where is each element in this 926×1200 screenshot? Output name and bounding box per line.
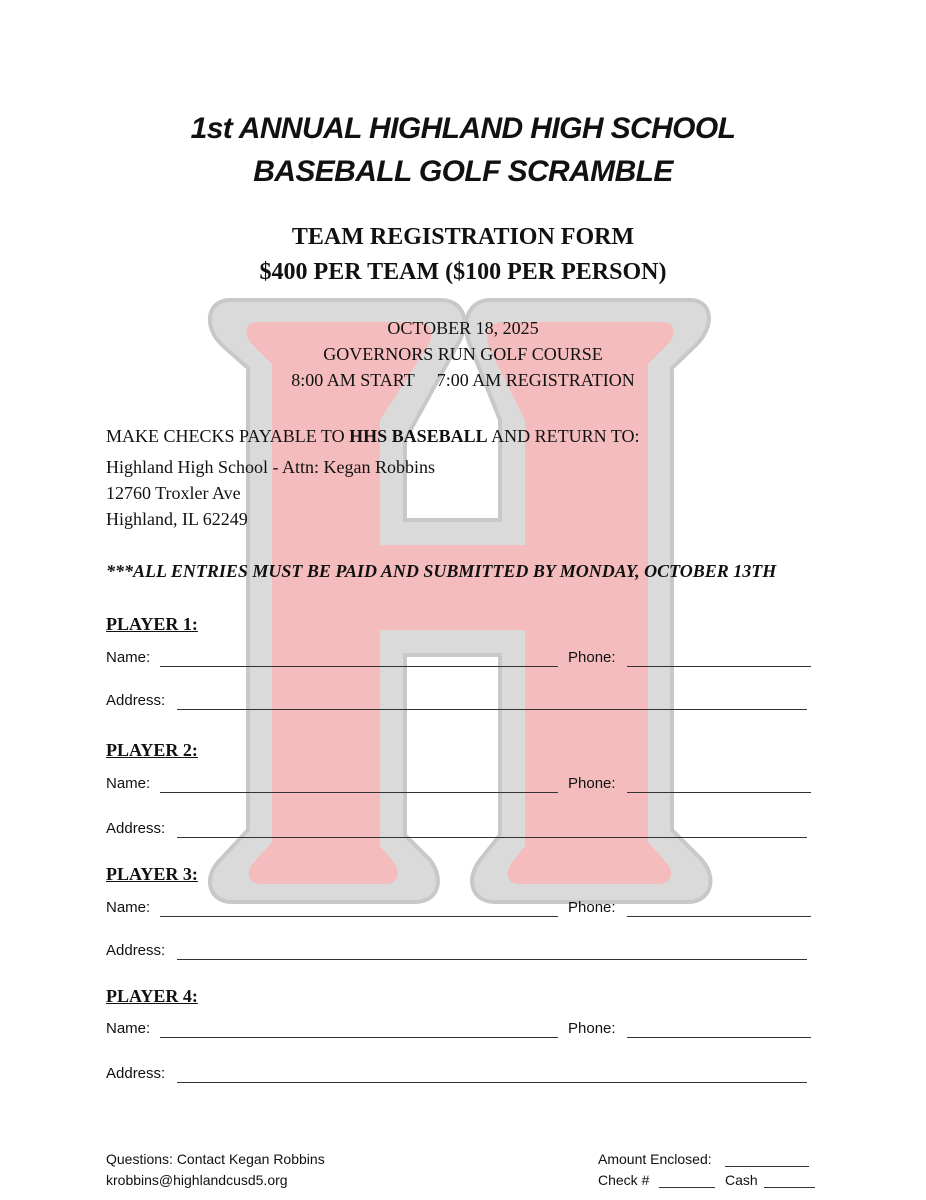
mail-address-line-3: Highland, IL 62249 — [106, 509, 248, 529]
player-4-title: PLAYER 4: — [106, 986, 198, 1006]
amount-enclosed-label: Amount Enclosed: — [598, 1151, 712, 1167]
mail-address-line-2: 12760 Troxler Ave — [106, 483, 241, 503]
player-2-phone-label: Phone: — [568, 775, 616, 792]
player-4-address-label: Address: — [106, 1065, 166, 1082]
questions-contact: Questions: Contact Kegan Robbins — [106, 1151, 325, 1167]
player-1-name-field[interactable] — [160, 666, 558, 667]
player-1-address-label: Address: — [106, 692, 166, 709]
payment-prefix: MAKE CHECKS PAYABLE TO — [106, 426, 350, 446]
check-number-label: Check # — [598, 1172, 650, 1188]
player-2-name-field[interactable] — [160, 792, 558, 793]
player-2-title: PLAYER 2: — [106, 740, 198, 760]
event-title-line-2: BASEBALL GOLF SCRAMBLE — [253, 155, 673, 188]
event-date: OCTOBER 18, 2025 — [387, 318, 539, 338]
player-2-address-label: Address: — [106, 820, 166, 837]
amount-enclosed-field[interactable] — [725, 1166, 809, 1167]
contact-email: krobbins@highlandcusd5.org — [106, 1172, 288, 1188]
player-4-address-field[interactable] — [177, 1082, 807, 1083]
registration-time: 7:00 AM REGISTRATION — [436, 370, 635, 390]
player-3-name-label: Name: — [106, 899, 151, 916]
player-3-address-field[interactable] — [177, 959, 807, 960]
player-2-address-field[interactable] — [177, 837, 807, 838]
player-3-address-label: Address: — [106, 942, 166, 959]
payment-instructions — [106, 423, 639, 449]
cash-field[interactable] — [764, 1187, 815, 1188]
player-1-phone-label: Phone: — [568, 649, 616, 666]
player-2-name-label: Name: — [106, 775, 151, 792]
cash-label: Cash — [725, 1172, 758, 1188]
player-1-title: PLAYER 1: — [106, 614, 198, 634]
player-3-name-field[interactable] — [160, 916, 558, 917]
player-4-phone-label: Phone: — [568, 1020, 616, 1037]
event-times — [0, 367, 926, 393]
player-3-title: PLAYER 3: — [106, 864, 198, 884]
player-1-address-field[interactable] — [177, 709, 807, 710]
player-4-name-field[interactable] — [160, 1037, 558, 1038]
player-1-phone-field[interactable] — [627, 666, 811, 667]
player-4-name-label: Name: — [106, 1020, 151, 1037]
event-title-line-1: 1st ANNUAL HIGHLAND HIGH SCHOOL — [190, 112, 736, 145]
payment-suffix: AND RETURN TO: — [487, 426, 640, 446]
start-time: 8:00 AM START — [291, 370, 415, 390]
submission-deadline: ***ALL ENTRIES MUST BE PAID AND SUBMITTED BY MONDAY, OCTOBER 13TH — [106, 561, 777, 581]
player-4-phone-field[interactable] — [627, 1037, 811, 1038]
payee-name: HHS BASEBALL — [349, 426, 488, 446]
check-number-field[interactable] — [659, 1187, 715, 1188]
player-2-phone-field[interactable] — [627, 792, 811, 793]
team-price: $400 PER TEAM ($100 PER PERSON) — [259, 259, 667, 285]
player-3-phone-label: Phone: — [568, 899, 616, 916]
form-title: TEAM REGISTRATION FORM — [291, 224, 635, 250]
player-1-name-label: Name: — [106, 649, 151, 666]
player-3-phone-field[interactable] — [627, 916, 811, 917]
event-course: GOVERNORS RUN GOLF COURSE — [323, 344, 603, 364]
mail-address-line-1: Highland High School - Attn: Kegan Robbins — [106, 457, 435, 477]
